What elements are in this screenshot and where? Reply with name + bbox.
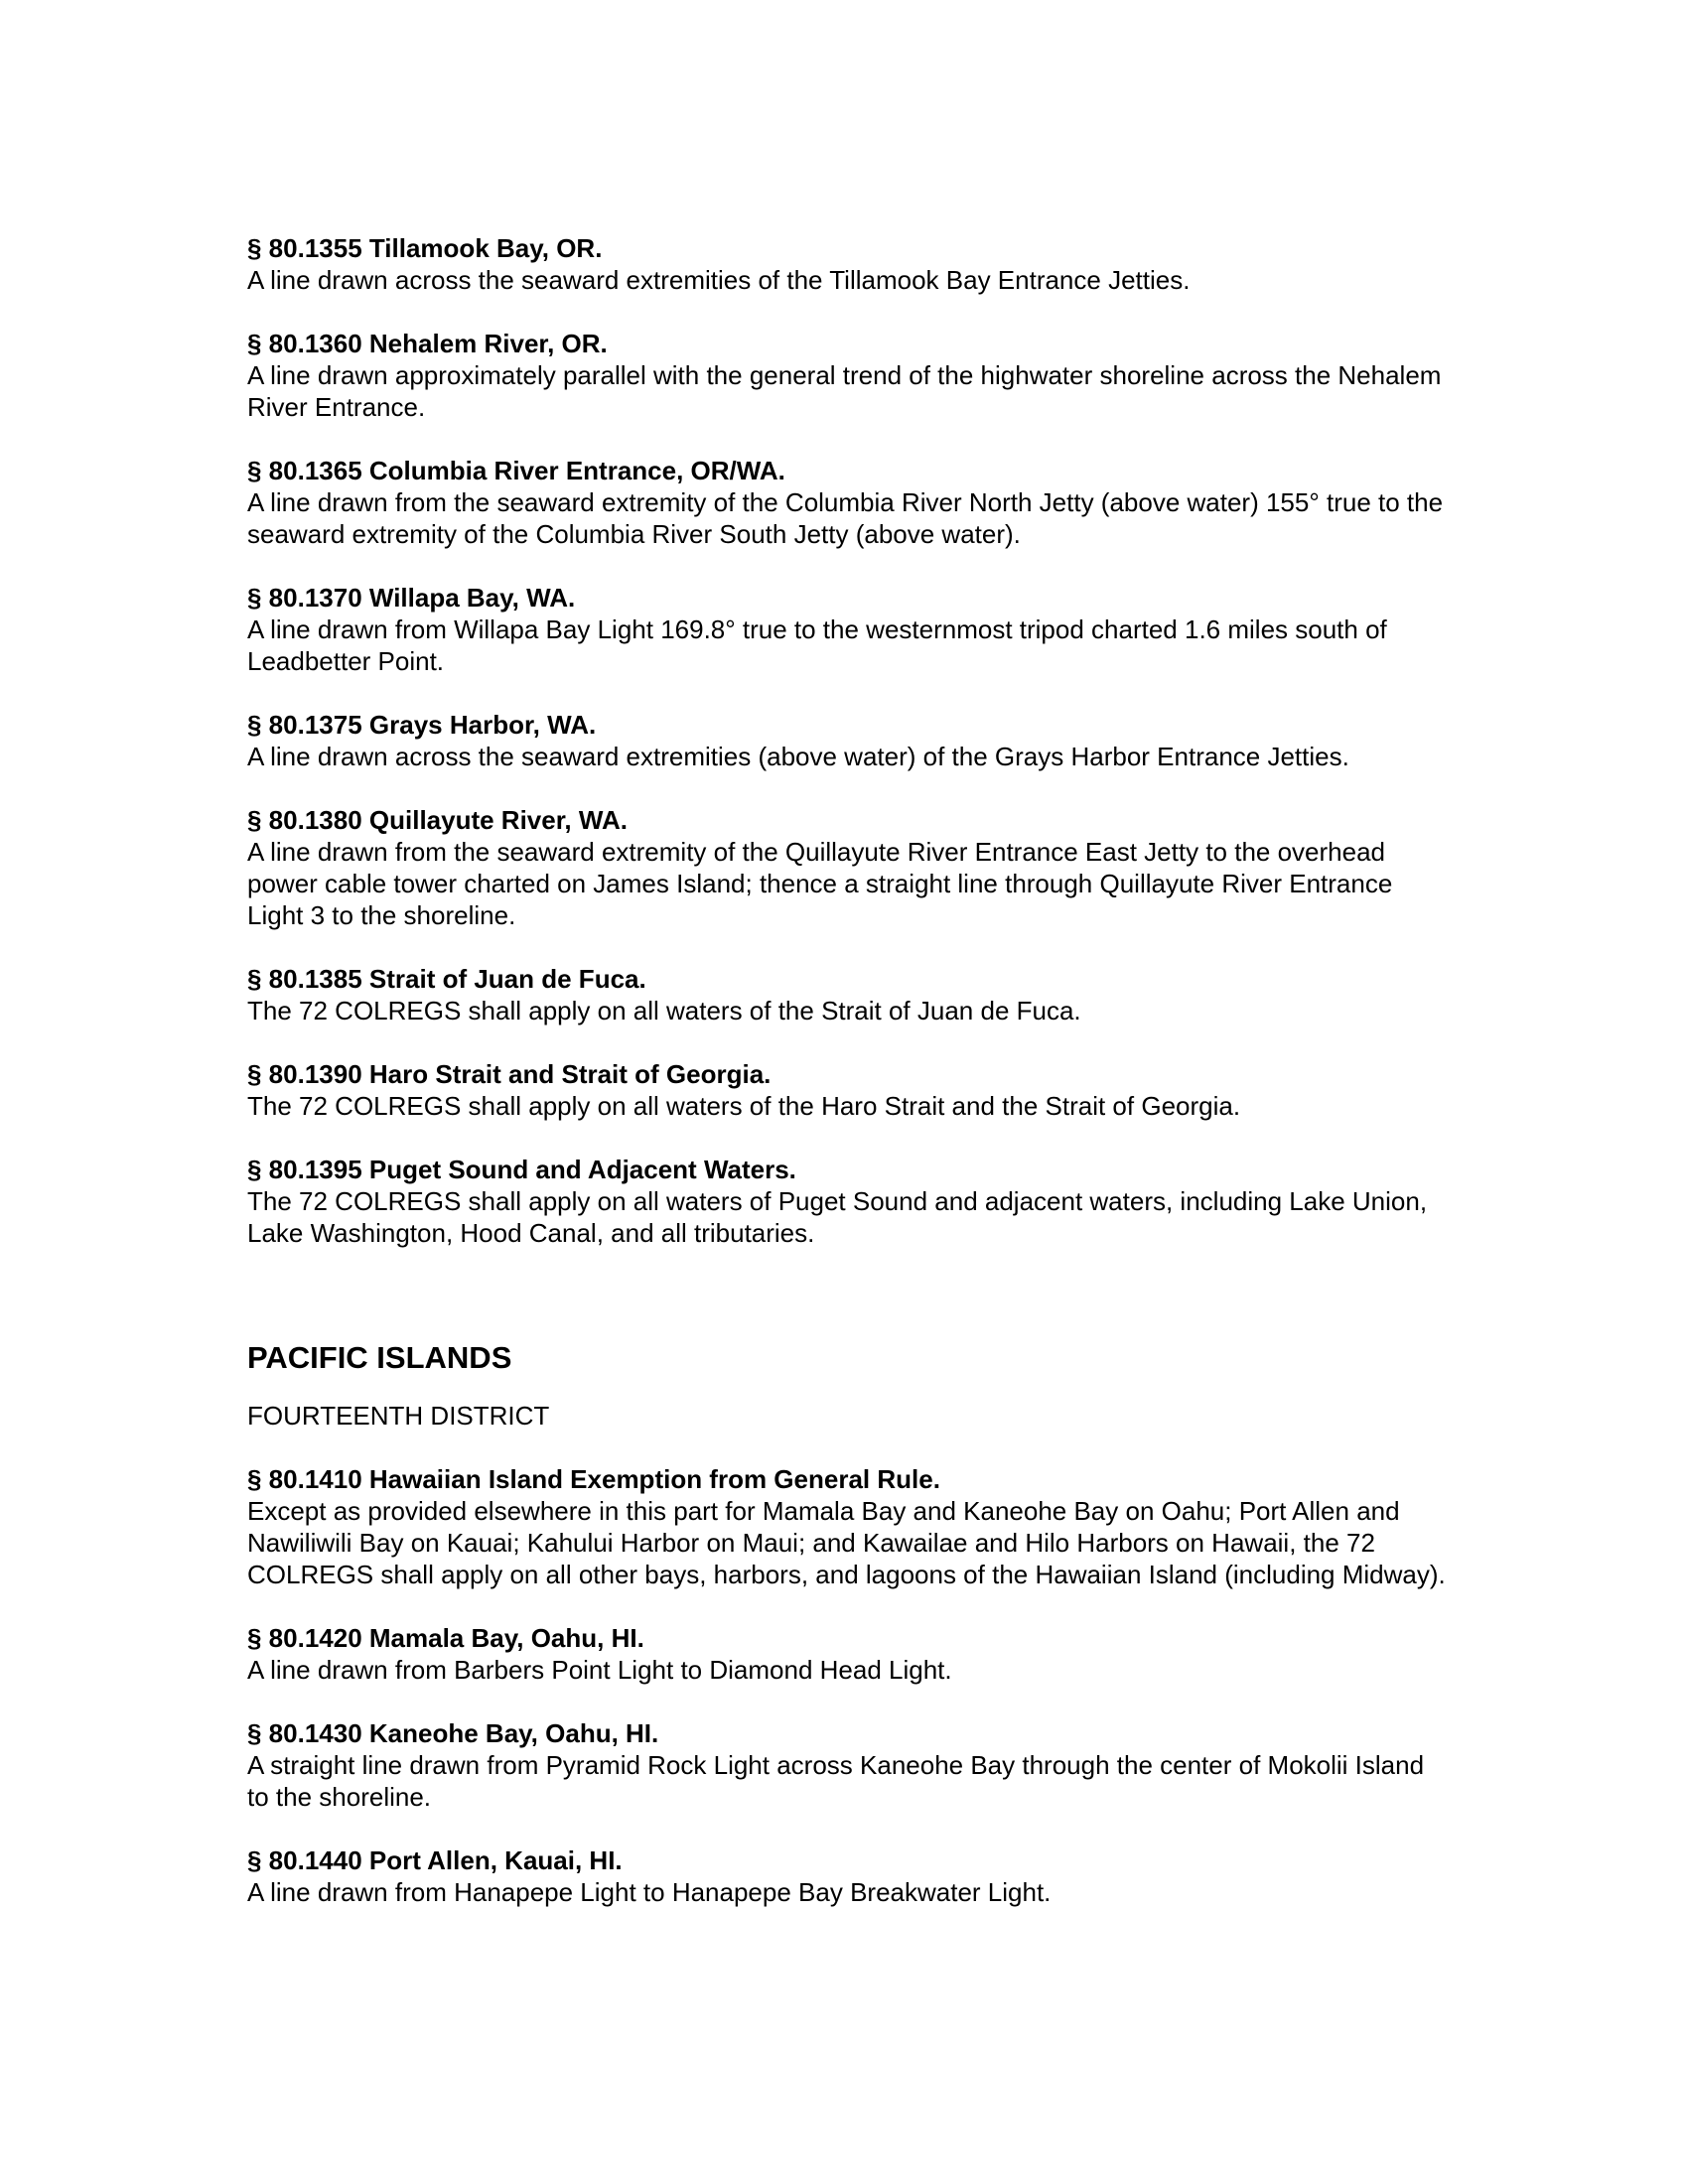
- section-heading: § 80.1380 Quillayute River, WA.: [247, 805, 628, 835]
- section-heading: § 80.1365 Columbia River Entrance, OR/WA.: [247, 456, 785, 485]
- section-heading: § 80.1390 Haro Strait and Strait of Georgia.: [247, 1059, 772, 1089]
- section-80-1390: [247, 1058, 1449, 1122]
- section-heading: § 80.1430 Kaneohe Bay, Oahu, HI.: [247, 1718, 659, 1748]
- section-body: A line drawn approximately parallel with the general trend of the highwater shoreline across the Nehalem River Entrance.: [247, 360, 1442, 422]
- section-heading: § 80.1395 Puget Sound and Adjacent Waters.: [247, 1155, 796, 1184]
- section-80-1395: [247, 1154, 1449, 1249]
- section-heading: § 80.1355 Tillamook Bay, OR.: [247, 233, 603, 263]
- section-body: The 72 COLREGS shall apply on all waters of the Haro Strait and the Strait of Georgia.: [247, 1091, 1241, 1121]
- section-heading: § 80.1370 Willapa Bay, WA.: [247, 583, 576, 613]
- section-body: A line drawn from the seaward extremity of the Quillayute River Entrance East Jetty to the overhead power cable tower charted on James Island; thence a straight line through Quillayute River Entrance Light 3 to the shoreline.: [247, 837, 1393, 930]
- section-body: A line drawn from Hanapepe Light to Hanapepe Bay Breakwater Light.: [247, 1877, 1052, 1907]
- section-80-1375: [247, 709, 1449, 772]
- section-80-1355: [247, 232, 1449, 296]
- section-80-1440: [247, 1844, 1449, 1908]
- section-heading: § 80.1440 Port Allen, Kauai, HI.: [247, 1845, 623, 1875]
- section-80-1420: [247, 1622, 1449, 1686]
- section-80-1365: [247, 455, 1449, 550]
- section-heading: § 80.1375 Grays Harbor, WA.: [247, 710, 597, 740]
- section-heading: § 80.1360 Nehalem River, OR.: [247, 329, 608, 358]
- section-80-1380: [247, 804, 1449, 931]
- district-label: FOURTEENTH DISTRICT: [247, 1401, 550, 1431]
- section-body: Except as provided elsewhere in this part for Mamala Bay and Kaneohe Bay on Oahu; Port Allen and Nawiliwili Bay on Kauai; Kahului Harbor on Maui; and Kawailae and Hilo Harbors on Hawaii, the 72 COLREGS shall apply on all other bays, harbors, and lagoons of the Hawaiian Island (including Midway).: [247, 1496, 1446, 1589]
- section-80-1385: [247, 963, 1449, 1026]
- section-body: A line drawn from Willapa Bay Light 169.8° true to the westernmost tripod charted 1.6 miles south of Leadbetter Point.: [247, 614, 1387, 676]
- section-body: A line drawn from the seaward extremity of the Columbia River North Jetty (above water) 155° true to the seaward extremity of the Columbia River South Jetty (above water).: [247, 487, 1444, 549]
- section-body: A line drawn across the seaward extremities (above water) of the Grays Harbor Entrance Jetties.: [247, 742, 1349, 771]
- section-body: The 72 COLREGS shall apply on all waters of the Strait of Juan de Fuca.: [247, 996, 1081, 1025]
- region-heading: PACIFIC ISLANDS: [247, 1340, 512, 1375]
- section-body: A line drawn across the seaward extremities of the Tillamook Bay Entrance Jetties.: [247, 265, 1191, 295]
- section-heading: § 80.1385 Strait of Juan de Fuca.: [247, 964, 646, 994]
- section-80-1430: [247, 1717, 1449, 1813]
- section-80-1360: [247, 328, 1449, 423]
- section-80-1410: [247, 1463, 1449, 1590]
- document-page: [247, 232, 1449, 1940]
- section-heading: § 80.1410 Hawaiian Island Exemption from General Rule.: [247, 1464, 940, 1494]
- section-body: A line drawn from Barbers Point Light to Diamond Head Light.: [247, 1655, 952, 1685]
- section-body: The 72 COLREGS shall apply on all waters of Puget Sound and adjacent waters, including Lake Union, Lake Washington, Hood Canal, and all tributaries.: [247, 1186, 1428, 1248]
- section-body: A straight line drawn from Pyramid Rock Light across Kaneohe Bay through the center of Mokolii Island to the shoreline.: [247, 1750, 1425, 1812]
- section-heading: § 80.1420 Mamala Bay, Oahu, HI.: [247, 1623, 644, 1653]
- section-80-1370: [247, 582, 1449, 677]
